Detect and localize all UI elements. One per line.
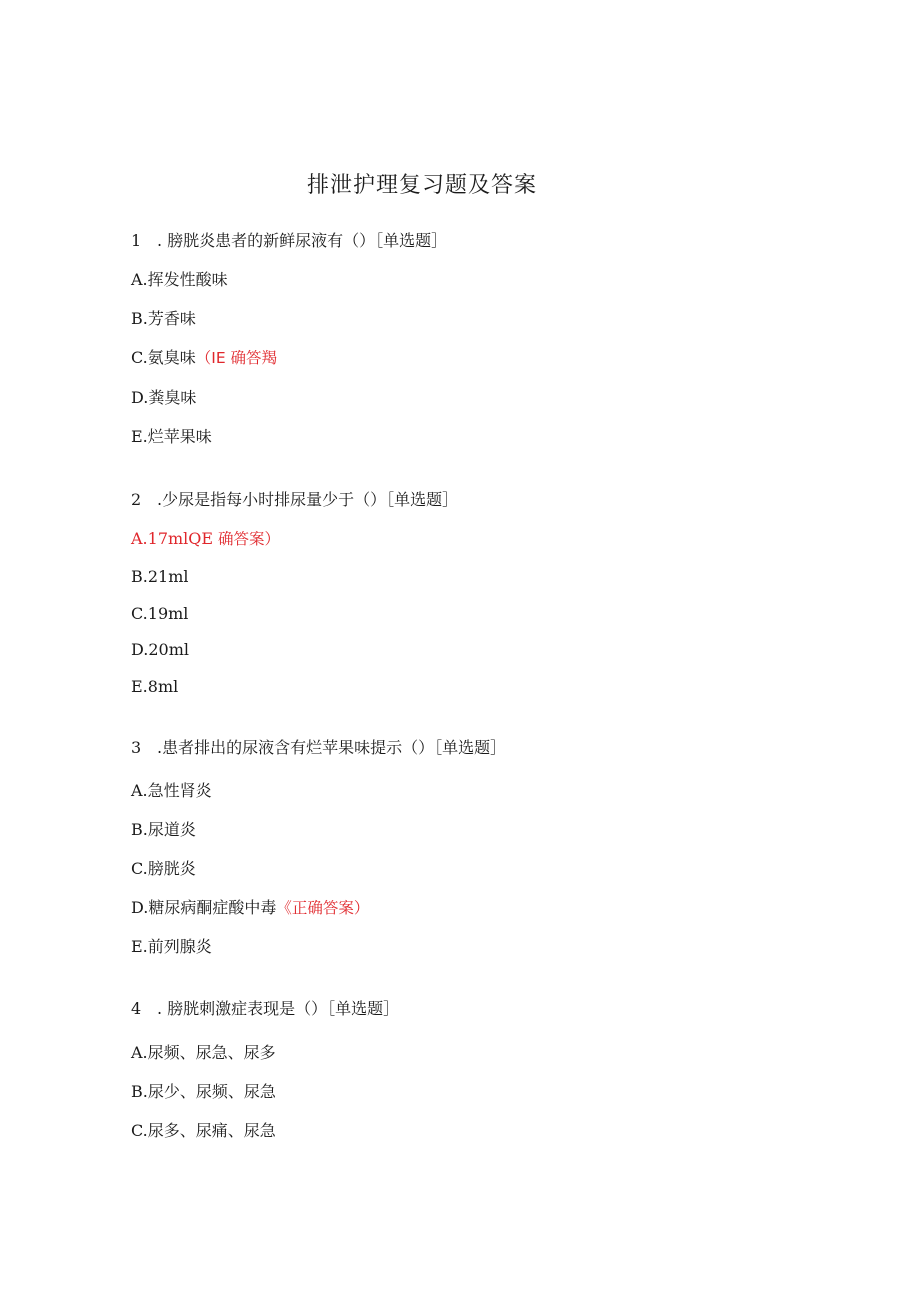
option-1c xyxy=(131,346,277,370)
option-text: E.8ml xyxy=(131,677,179,696)
option-text: C.氨臭味 xyxy=(131,348,196,367)
option-text: B.芳香味 xyxy=(131,309,196,328)
option-text: D.粪臭味 xyxy=(131,388,197,407)
question-number: 2 xyxy=(131,490,142,509)
option-3b xyxy=(131,818,196,842)
option-1d xyxy=(131,386,196,410)
option-1b xyxy=(131,307,196,331)
option-text: C.膀胱炎 xyxy=(131,859,196,878)
option-text: E.前列腺炎 xyxy=(131,937,212,956)
question-number: 3 xyxy=(131,738,142,757)
option-3d xyxy=(131,896,369,920)
option-text: C.19ml xyxy=(131,604,189,623)
question-text: .患者排出的尿液含有烂苹果味提示（）［单选题］ xyxy=(157,738,507,757)
option-text: A.挥发性酸味 xyxy=(131,270,228,289)
option-text: B.尿少、尿频、尿急 xyxy=(131,1082,276,1101)
question-3 xyxy=(131,736,506,760)
question-4 xyxy=(131,997,399,1021)
correct-answer-mark: （IE 确答羯 xyxy=(195,349,278,367)
option-text: B.尿道炎 xyxy=(131,820,196,839)
option-1a xyxy=(131,268,228,292)
option-2b xyxy=(131,565,189,589)
question-text: . 膀胱刺激症表现是（）［单选题］ xyxy=(157,999,400,1018)
question-2 xyxy=(131,488,458,512)
question-1 xyxy=(131,229,447,253)
option-4b xyxy=(131,1080,276,1104)
option-2a xyxy=(131,527,280,551)
option-1e xyxy=(131,425,212,449)
option-2c xyxy=(131,602,188,626)
option-text: A.17mlQE xyxy=(131,529,214,548)
option-3a xyxy=(131,779,212,803)
question-number: 4 xyxy=(131,999,142,1018)
option-4c xyxy=(131,1119,276,1143)
question-text: .少尿是指每小时排尿量少于（）［单选题］ xyxy=(157,490,459,509)
correct-answer-mark: 确答案） xyxy=(213,530,281,548)
option-text: A.尿频、尿急、尿多 xyxy=(131,1043,276,1062)
document-title: 排泄护理复习题及答案 xyxy=(306,173,537,198)
option-text: D.20ml xyxy=(131,640,189,659)
option-text: D.糖尿病酮症酸中毒 xyxy=(131,898,277,917)
option-text: C.尿多、尿痛、尿急 xyxy=(131,1121,276,1140)
option-2d xyxy=(131,638,189,662)
option-3c xyxy=(131,857,196,881)
correct-answer-mark: 《正确答案） xyxy=(276,899,370,917)
option-2e xyxy=(131,675,178,699)
option-text: E.烂苹果味 xyxy=(131,427,212,446)
question-number: 1 xyxy=(131,231,142,250)
option-4a xyxy=(131,1041,276,1065)
option-3e xyxy=(131,935,212,959)
option-text: A.急性肾炎 xyxy=(131,781,212,800)
question-text: . 膀胱炎患者的新鲜尿液有（）［单选题］ xyxy=(157,231,448,250)
option-text: B.21ml xyxy=(131,567,189,586)
